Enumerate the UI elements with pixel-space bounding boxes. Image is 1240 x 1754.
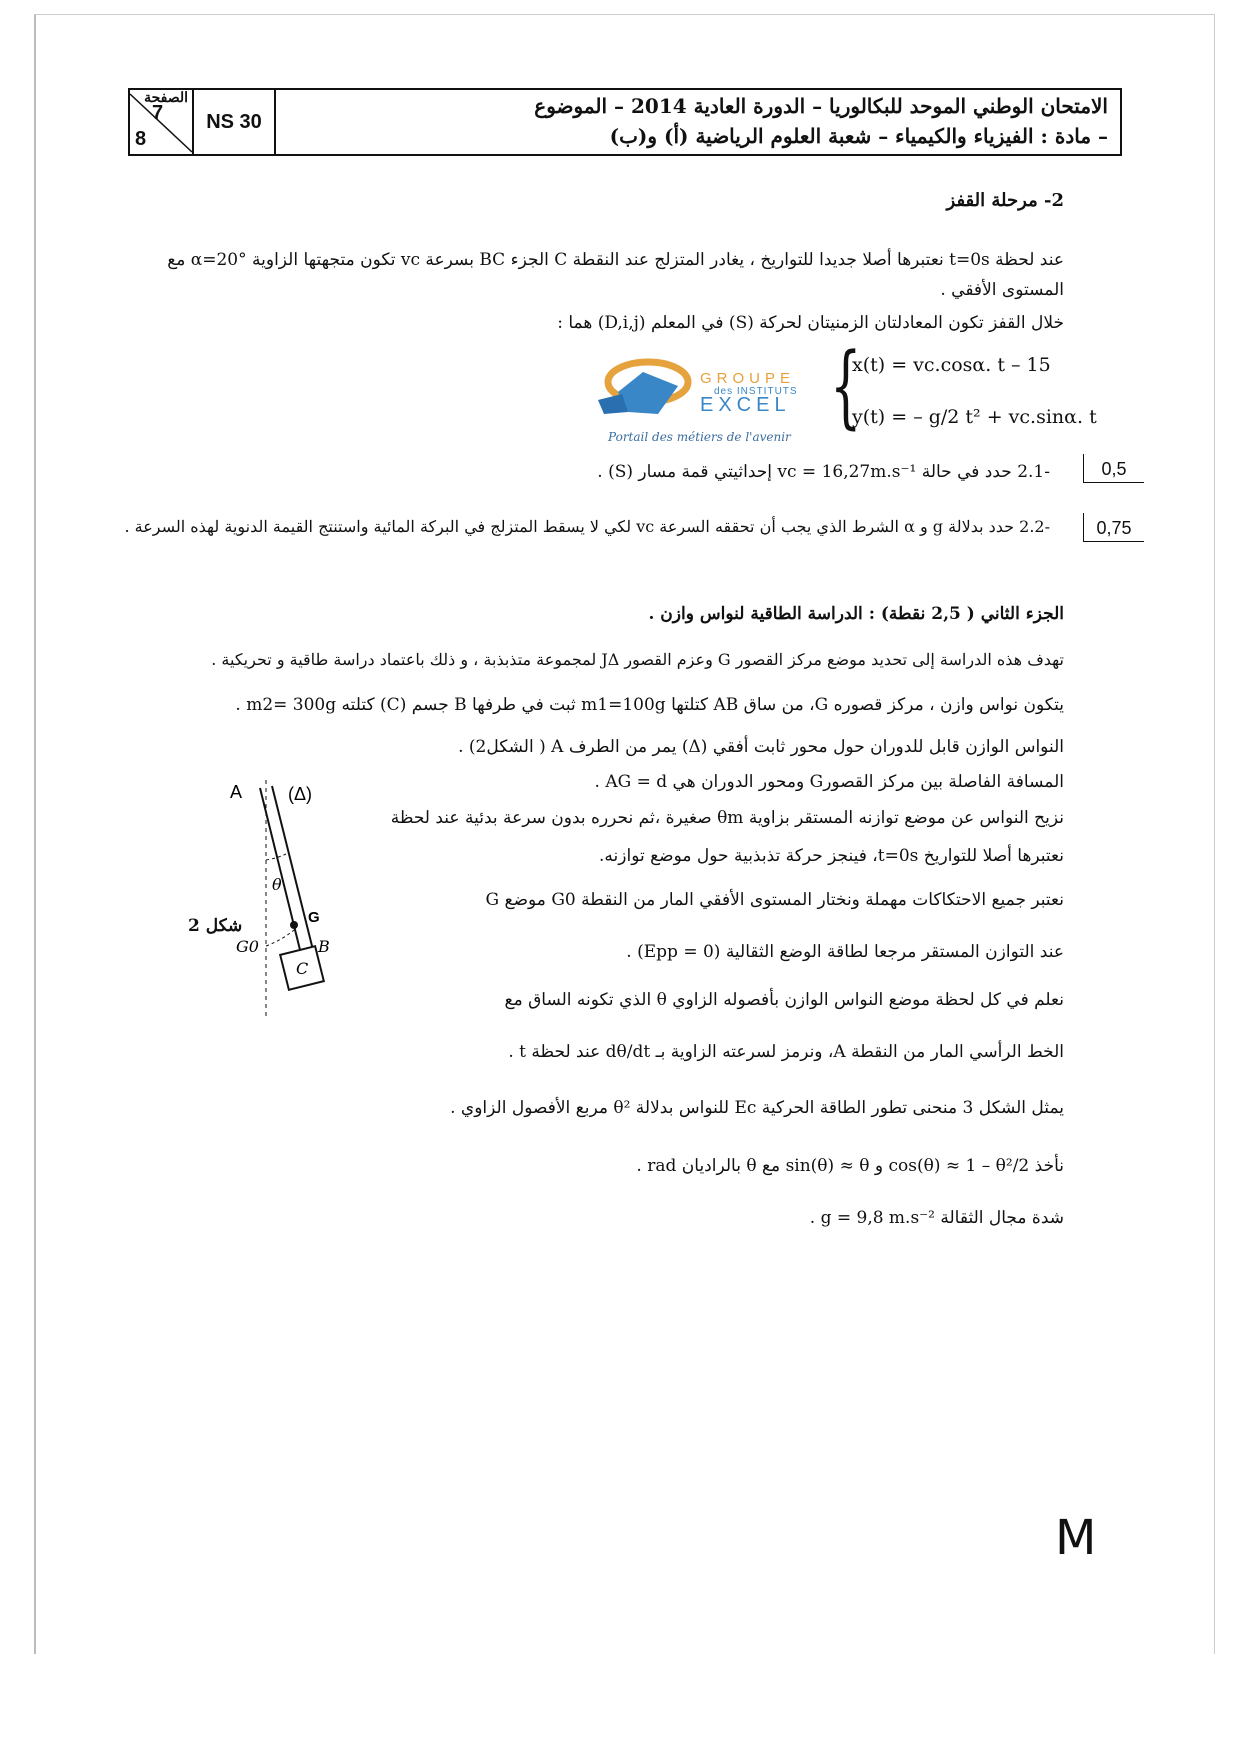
center-of-mass-g	[290, 921, 298, 929]
label-c: C	[296, 959, 309, 978]
label-theta: θ	[272, 875, 282, 894]
paragraph: نعتبر جميع الاحتكاكات مهملة ونختار المستوى الأفقي المار من النقطة G0 موضع G	[485, 890, 1064, 910]
label-delta: (Δ)	[288, 784, 313, 804]
label-b: B	[318, 937, 330, 956]
logo-text: des INSTITUTS	[714, 386, 798, 397]
logo-emblem-icon	[588, 352, 698, 432]
paragraph: نزيح النواس عن موضع توازنه المستقر بزاوية θm صغيرة ،ثم نحرره بدون سرعة بدئية عند لحظة	[390, 808, 1064, 828]
question-2-2	[124, 517, 1050, 536]
exam-code: NS 30	[194, 90, 276, 154]
label-g: G	[308, 909, 320, 926]
figure-caption: شكل 2	[188, 916, 243, 936]
equation-y: y(t) = – g/2 t² + vc.sinα. t	[852, 406, 1097, 428]
watermark-logo	[588, 346, 828, 456]
page-edge	[34, 14, 1214, 15]
g0-arc	[266, 930, 294, 946]
paragraph: شدة مجال الثقالة g = 9,8 m.s⁻² .	[809, 1208, 1064, 1228]
logo-tagline: Portail des métiers de l'avenir	[608, 430, 791, 444]
question-text: حدد في حالة vc = 16,27m.s⁻¹ إحداثيتي قمة مسار (S) .	[597, 462, 1012, 482]
paragraph: نأخذ cos(θ) ≈ 1 – θ²/2 و sin(θ) ≈ θ مع θ بالراديان rad .	[636, 1156, 1064, 1176]
paragraph: عند لحظة t=0s نعتبرها أصلا جديدا للتواريخ ، يغادر المتزلج عند النقطة C الجزء BC بسرعة vc تكون متجهتها الزاوية α=20° مع	[167, 250, 1064, 270]
paragraph: النواس الوازن قابل للدوران حول محور ثابت أفقي (Δ) يمر من الطرف A ( الشكل2) .	[458, 737, 1064, 757]
section-heading: 2- مرحلة القفز	[946, 190, 1064, 211]
question-2-1	[597, 462, 1050, 482]
exam-title: الامتحان الوطني الموحد للبكالوريا – الدورة العادية 2014 – الموضوع	[534, 94, 1108, 118]
equation-system	[830, 334, 1097, 450]
page-number-box	[130, 90, 194, 154]
question-number: -2.1	[1017, 462, 1050, 482]
question-number: -2.2	[1019, 517, 1050, 536]
paragraph: الخط الرأسي المار من النقطة A، ونرمز لسرعته الزاوية بـ dθ/dt عند لحظة t .	[508, 1042, 1064, 1062]
exam-header	[128, 88, 1122, 156]
brace-icon: {	[830, 334, 862, 439]
paragraph: عند التوازن المستقر مرجعا لطاقة الوضع الثقالية (Epp = 0) .	[626, 942, 1064, 962]
paragraph: نعتبرها أصلا للتواريخ t=0s، فينجز حركة تذبذبية حول موضع توازنه.	[599, 846, 1064, 866]
figure-2-pendulum	[190, 780, 390, 1020]
mark-box: 0,75	[1083, 513, 1144, 542]
handwritten-signature: M	[1055, 1510, 1097, 1566]
paragraph: نعلم في كل لحظة موضع النواس الوازن بأفصوله الزاوي θ الذي تكونه الساق مع	[504, 990, 1064, 1010]
logo-text: GROUPE	[700, 370, 796, 387]
paragraph: خلال القفز تكون المعادلتان الزمنيتان لحركة (S) في المعلم (D,i,j) هما :	[557, 313, 1064, 333]
page-label: الصفحة	[144, 90, 188, 106]
label-g0: G0	[236, 937, 259, 956]
question-text: حدد بدلالة g و α الشرط الذي يجب أن تحققه السرعة vc لكي لا يسقط المتزلج في البركة المائية واستنتج القيمة الدنوية لهذه السرعة .	[124, 517, 1015, 536]
paragraph: يتكون نواس وازن ، مركز قصوره G، من ساق AB كتلتها m1=100g ثبت في طرفها B جسم (C) كتلته m2= 300g .	[235, 695, 1064, 715]
mark-box: 0,5	[1083, 454, 1144, 483]
equation-x: x(t) = vc.cosα. t – 15	[852, 354, 1051, 376]
page-edge	[34, 14, 36, 1654]
paragraph: المستوى الأفقي .	[940, 280, 1064, 300]
paragraph: تهدف هذه الدراسة إلى تحديد موضع مركز القصور G وعزم القصور JΔ لمجموعة متذبذبة ، و ذلك باعتماد دراسة طاقية و تحريكية .	[211, 650, 1064, 669]
paragraph: المسافة الفاصلة بين مركز القصورG ومحور الدوران هي AG = d .	[594, 772, 1064, 792]
page-total: 8	[135, 128, 147, 150]
page-edge	[1214, 14, 1215, 1654]
label-a: A	[230, 782, 243, 802]
paragraph: يمثل الشكل 3 منحنى تطور الطاقة الحركية Ec للنواس بدلالة θ² مربع الأفصول الزاوي .	[450, 1098, 1064, 1118]
logo-text: EXCEL	[700, 394, 791, 416]
exam-subject: – مادة : الفيزياء والكيمياء – شعبة العلوم الرياضية (أ) و(ب)	[609, 124, 1108, 148]
page-current: 7	[152, 102, 164, 124]
part-title: الجزء الثاني ( 2,5 نقطة) : الدراسة الطاقية لنواس وازن .	[648, 604, 1064, 624]
